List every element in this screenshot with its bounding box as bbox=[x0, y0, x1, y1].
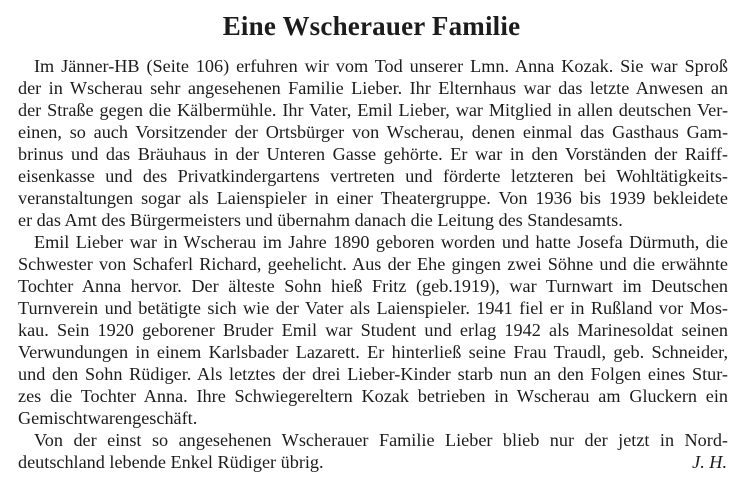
paragraph-1-line-6: eisenkasse und des Privatkindergartens vertreten und förderte letzteren bei Wohltätigkeits- bbox=[18, 166, 728, 186]
paragraph-2-line-2: Schwester von Schaferl Richard, geehelicht. Aus der Ehe gingen zwei Söhne und die erwähnte bbox=[18, 254, 728, 274]
paragraph-1-line-7: veranstaltungen sogar als Laienspieler in einer Theatergruppe. Von 1936 bis 1939 bekleidete bbox=[18, 188, 728, 208]
paragraph-2-line-1: Emil Lieber war in Wscherau im Jahre 1890 geboren worden und hatte Josefa Dürmuth, die bbox=[34, 232, 728, 252]
paragraph-1-line-1: Im Jänner-HB (Seite 106) erfuhren wir vom Tod unserer Lmn. Anna Kozak. Sie war Sproß bbox=[34, 56, 728, 76]
paragraph-1-line-3: der Straße gegen die Kälbermühle. Ihr Vater, Emil Lieber, war Mitglied in allen deutschen Ver- bbox=[18, 100, 728, 120]
paragraph-3-line-2: deutschland lebende Enkel Rüdiger übrig. bbox=[18, 452, 324, 472]
paragraph-2-line-6: Verwundungen in einem Karlsbader Lazarett. Er hinterließ seine Frau Traudl, geb. Schneider, bbox=[18, 342, 728, 362]
author-signature: J. H. bbox=[692, 452, 727, 472]
paragraph-2-line-9: Gemischtwarengeschäft. bbox=[18, 408, 198, 428]
paragraph-2-line-7: und den Sohn Rüdiger. Als letztes der drei Lieber-Kinder starb nun an den Folgen eines Stur- bbox=[18, 364, 728, 384]
paragraph-1-line-5: brinus und das Bräuhaus in der Unteren Gasse gehörte. Er war in den Vorständen der Raiff- bbox=[18, 144, 728, 164]
paragraph-1-line-2: der in Wscherau sehr angesehenen Familie Lieber. Ihr Elternhaus war das letzte Anwesen an bbox=[18, 78, 728, 98]
paragraph-3-line-1: Von der einst so angesehenen Wscherauer Familie Lieber blieb nur der jetzt in Nord- bbox=[34, 430, 728, 450]
paragraph-1-line-8: er das Amt des Bürgermeisters und übernahm danach die Leitung des Standesamts. bbox=[18, 210, 623, 230]
paragraph-1-line-4: einen, so auch Vorsitzender der Ortsbürger von Wscherau, denen einmal das Gasthaus Gam- bbox=[18, 122, 728, 142]
paragraph-2-line-8: zes die Tochter Anna. Ihre Schwiegereltern Kozak betrieben in Wscherau am Gluckern ein bbox=[18, 386, 728, 406]
paragraph-2-line-4: Turnverein und betätigte sich wie der Vater als Laienspieler. 1941 fiel er in Rußland vor Mos- bbox=[18, 298, 728, 318]
article-title: Eine Wscherauer Familie bbox=[222, 11, 521, 41]
paragraph-2-line-5: kau. Sein 1920 geborener Bruder Emil war Student und erlag 1942 als Marinesoldat seinen bbox=[18, 320, 728, 340]
paragraph-2-line-3: Tochter Anna hervor. Der älteste Sohn hieß Fritz (geb.1919), war Turnwart im Deutschen bbox=[18, 276, 728, 296]
